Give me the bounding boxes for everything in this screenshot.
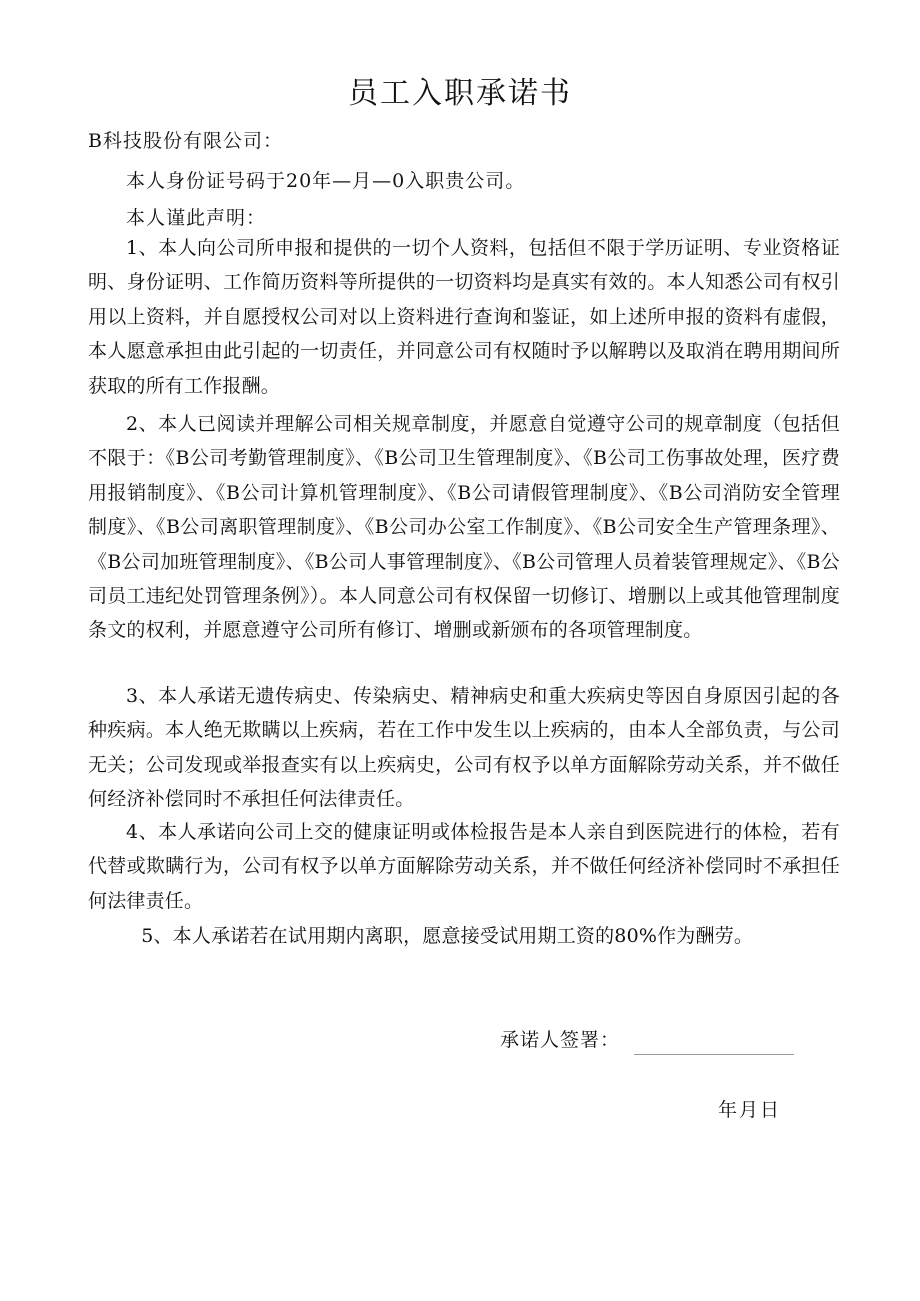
- clause-2: 2、本人已阅读并理解公司相关规章制度，并愿意自觉遵守公司的规章制度（包括但不限于：《B公司考勤管理制度》、《B公司卫生管理制度》、《B公司工伤事故处理，医疗费用报销制度》、《B公司计算机管理制度》、《B公司请假管理制度》、《B公司消防安全管理制度》、《B公司离职管理制度》、《B公司办公室工作制度》、《B公司安全生产管理条理》、《B公司加班管理制度》、《B公司人事管理制度》、《B公司管理人员着装管理规定》、《B公司员工违纪处罚管理条例》）。本人同意公司有权保留一切修订、增删以上或其他管理制度条文的权利，并愿意遵守公司所有修订、增删或新颁布的各项管理制度。: [88, 413, 840, 642]
- declaration-intro: 本人谨此声明：: [126, 207, 267, 229]
- date-label: 年月日: [718, 1099, 782, 1121]
- signature-label: 承诺人签署：: [500, 1029, 621, 1051]
- document-title: 员工入职承诺书: [348, 76, 572, 111]
- clause-5: 5、本人承诺若在试用期内离职，愿意接受试用期工资的80%作为酬劳。: [141, 925, 754, 947]
- signature-line[interactable]: [634, 1034, 794, 1055]
- signature-block: [500, 1025, 794, 1055]
- clause-1: 1、本人向公司所申报和提供的一切个人资料，包括但不限于学历证明、专业资格证明、身份证明、工作简历资料等所提供的一切资料均是真实有效的。本人知悉公司有权引用以上资料，并自愿授权公司对以上资料进行查询和鉴证，如上述所申报的资料有虚假，本人愿意承担由此引起的一切责任，并同意公司有权随时予以解聘以及取消在聘用期间所获取的所有工作报酬。: [88, 237, 840, 397]
- clause-4: 4、本人承诺向公司上交的健康证明或体检报告是本人亲自到医院进行的体检，若有代替或欺瞒行为，公司有权予以单方面解除劳动关系，并不做任何经济补偿同时不承担任何法律责任。: [88, 821, 840, 912]
- clause-3: 3、本人承诺无遗传病史、传染病史、精神病史和重大疾病史等因自身原因引起的各种疾病。本人绝无欺瞒以上疾病，若在工作中发生以上疾病的，由本人全部负责，与公司无关；公司发现或举报查实有以上疾病史，公司有权予以单方面解除劳动关系，并不做任何经济补偿同时不承担任何法律责任。: [88, 685, 840, 811]
- identity-line: 本人身份证号码于20年—月—0入职贵公司。: [126, 170, 526, 192]
- addressee: B科技股份有限公司：: [88, 130, 283, 152]
